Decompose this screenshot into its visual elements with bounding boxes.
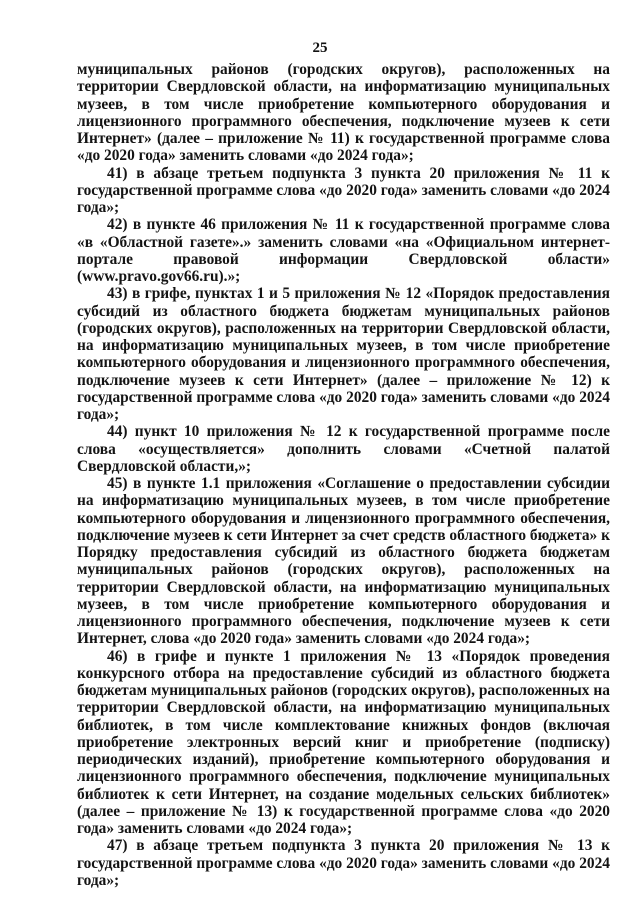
document-body (77, 61, 610, 889)
paragraph-item-46: 46) в грифе и пункте 1 приложения № 13 «Порядок проведения конкурсного отбора на предоставление субсидий из областного бюджета бюджетам муниципальных районов (городских округов), расположенных на территории Свердловской области, на информатизацию муниципальных библиотек, в том числе комплектование книжных фондов (включая приобретение электронных версий книг и приобретение (подписку) периодических изданий), приобретение компьютерного оборудования и лицензионного программного обеспечения, подключение муниципальных библиотек к сети Интернет, на создание модельных сельских библиотек» (далее – приложение № 13) к государственной программе слова «до 2020 года» заменить словами «до 2024 года»; (77, 647, 610, 837)
paragraph-item-44: 44) пункт 10 приложения № 12 к государственной программе после слова «осуществляется» дополнить словами «Счетной палатой Свердловской области,»; (77, 423, 610, 475)
page-number: 25 (312, 40, 328, 56)
paragraph-item-42: 42) в пункте 46 приложения № 11 к государственной программе слова «в «Областной газете».» заменить словами «на «Официальном интернет-портале правовой информации Свердловской области» (www.pravo.gov66.ru).»; (77, 216, 610, 285)
paragraph-item-41: 41) в абзаце третьем подпункта 3 пункта 20 приложения № 11 к государственной программе слова «до 2020 года» заменить словами «до 2024 года»; (77, 164, 610, 216)
paragraph-item-47: 47) в абзаце третьем подпункта 3 пункта 20 приложения № 13 к государственной программе слова «до 2020 года» заменить словами «до 2024 года»; (77, 837, 610, 889)
paragraph-item-43: 43) в грифе, пунктах 1 и 5 приложения № 12 «Порядок предоставления субсидий из областного бюджета бюджетам муниципальных районов (городских округов), расположенных на территории Свердловской области, на информатизацию муниципальных музеев, в том числе приобретение компьютерного оборудования и лицензионного программного обеспечения, подключение музеев к сети Интернет» (далее – приложение № 12) к государственной программе слова «до 2020 года» заменить словами «до 2024 года»; (77, 285, 610, 423)
continuation-paragraph: муниципальных районов (городских округов), расположенных на территории Свердловской области, на информатизацию муниципальных музеев, в том числе приобретение компьютерного оборудования и лицензионного программного обеспечения, подключение музеев к сети Интернет» (далее – приложение № 11) к государственной программе слова «до 2020 года» заменить словами «до 2024 года»; (77, 61, 610, 165)
paragraph-item-45: 45) в пункте 1.1 приложения «Соглашение о предоставлении субсидии на информатизацию муниципальных музеев, в том числе приобретение компьютерного оборудования и лицензионного программного обеспечения, подключение музеев к сети Интернет за счет средств областного бюджета» к Порядку предоставления субсидий из областного бюджета бюджетам муниципальных районов (городских округов), расположенных на территории Свердловской области, на информатизацию муниципальных музеев, в том числе приобретение компьютерного оборудования и лицензионного программного обеспечения, подключение музеев к сети Интернет, слова «до 2020 года» заменить словами «до 2024 года»; (77, 475, 610, 648)
